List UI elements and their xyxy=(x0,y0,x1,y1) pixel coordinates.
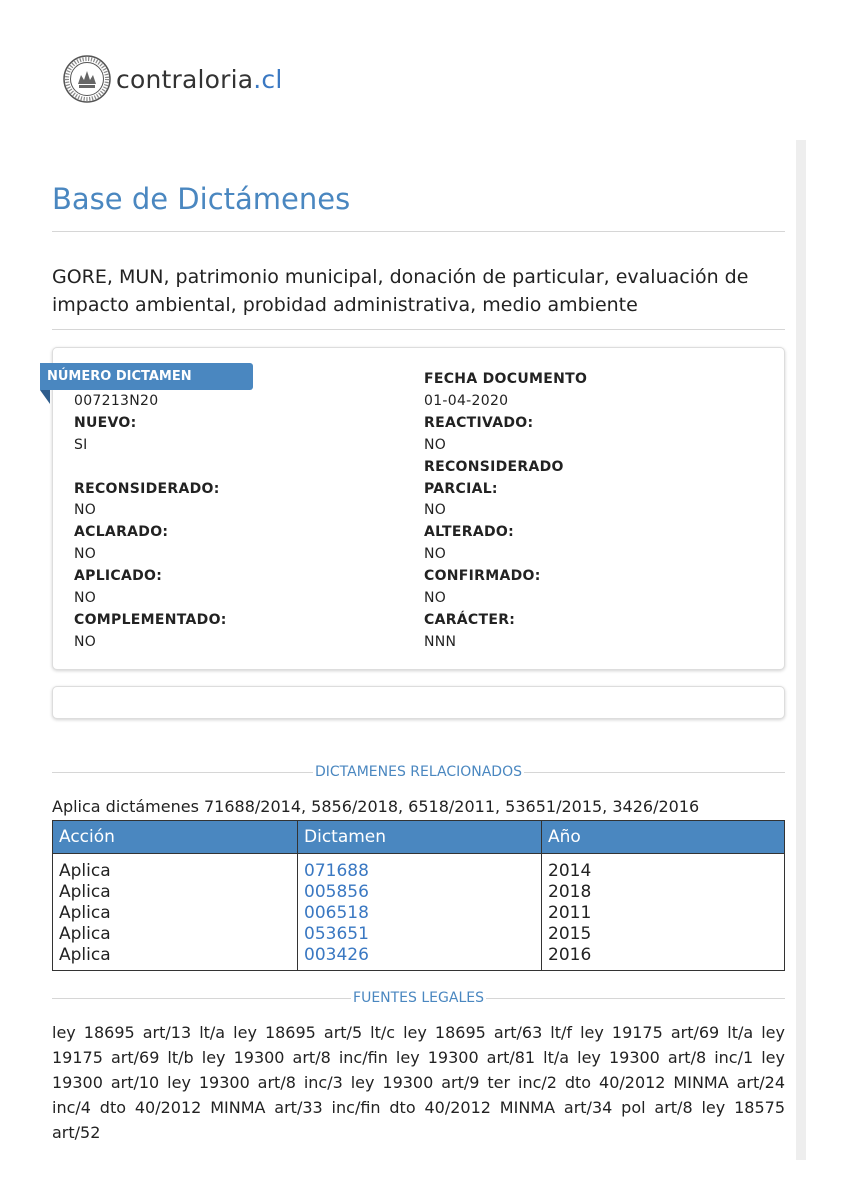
accion-cell xyxy=(53,854,298,971)
aplicado-label: APLICADO: xyxy=(74,568,163,584)
anio-cell xyxy=(542,854,785,971)
column-header-dictamen: Dictamen xyxy=(298,821,542,854)
nuevo-label: NUEVO: xyxy=(74,415,137,431)
fecha-documento-label: FECHA DOCUMENTO xyxy=(424,371,588,387)
reactivado-label: REACTIVADO: xyxy=(424,415,534,431)
anio-value: 2011 xyxy=(548,903,592,923)
confirmado-label: CONFIRMADO: xyxy=(424,568,541,584)
dictamen-link[interactable]: 053651 xyxy=(304,924,369,944)
dictamen-link[interactable]: 005856 xyxy=(304,882,369,902)
anio-value: 2014 xyxy=(548,861,592,881)
legal-sources-text: ley 18695 art/13 lt/a ley 18695 art/5 lt/c ley 18695 art/63 lt/f ley 19175 art/69 lt/a ley 19175 art/69 lt/b ley 19300 art/8 inc/fin ley 19300 art/81 lt/a ley 19300 art/8 inc/1 ley 19300 art/10 ley 19300 art/8 inc/3 ley 19300 art/9 ter inc/2 dto 40/2012 MINMA art/24 inc/4 dto 40/2012 MINMA art/33 inc/fin dto 40/2012 MINMA art/34 pol art/8 ley 18575 art/52 xyxy=(52,1023,785,1142)
reconsiderado-value: NO xyxy=(74,502,97,518)
page-title: Base de Dictámenes xyxy=(52,182,351,216)
anio-value: 2018 xyxy=(548,882,592,902)
aclarado-value: NO xyxy=(74,546,97,562)
accion-value: Aplica xyxy=(59,861,111,881)
legal-section-divider xyxy=(52,989,785,1007)
legal-heading: FUENTES LEGALES xyxy=(353,990,484,1006)
complementado-value: NO xyxy=(74,634,97,650)
related-table xyxy=(52,820,785,971)
confirmado-value: NO xyxy=(424,590,447,606)
reconsiderado-parcial-value: NO xyxy=(424,502,447,518)
dictamen-link[interactable]: 006518 xyxy=(304,903,369,923)
accion-value: Aplica xyxy=(59,903,111,923)
table-row xyxy=(53,854,785,971)
dictamen-subject: GORE, MUN, patrimonio municipal, donación de particular, evaluación de impacto ambiental, probidad administrativa, medio ambiente xyxy=(52,266,749,316)
subject-divider xyxy=(52,329,785,330)
contraloria-seal-icon xyxy=(62,54,112,104)
anio-value: 2016 xyxy=(548,945,592,965)
caracter-label: CARÁCTER: xyxy=(424,612,516,628)
accion-value: Aplica xyxy=(59,924,111,944)
nuevo-value: SI xyxy=(74,437,88,453)
reconsiderado-parcial-label-2: PARCIAL: xyxy=(424,481,498,497)
site-logo[interactable] xyxy=(62,54,283,104)
accion-value: Aplica xyxy=(59,882,111,902)
dictamen-link[interactable]: 071688 xyxy=(304,861,369,881)
empty-panel xyxy=(52,686,785,719)
reconsiderado-parcial-label: RECONSIDERADO xyxy=(424,459,564,475)
related-summary: Aplica dictámenes 71688/2014, 5856/2018, 6518/2011, 53651/2015, 3426/2016 xyxy=(52,797,700,816)
column-header-anio: Año xyxy=(542,821,785,854)
dictamen-cell xyxy=(298,854,542,971)
page-side-bar xyxy=(796,140,806,1160)
column-header-accion: Acción xyxy=(53,821,298,854)
anio-value: 2015 xyxy=(548,924,592,944)
numero-dictamen-value: 007213N20 xyxy=(74,393,159,409)
aclarado-label: ACLARADO: xyxy=(74,524,169,540)
fecha-documento-value: 01-04-2020 xyxy=(424,393,509,409)
reactivado-value: NO xyxy=(424,437,447,453)
aplicado-value: NO xyxy=(74,590,97,606)
related-heading: DICTAMENES RELACIONADOS xyxy=(315,764,522,780)
caracter-value: NNN xyxy=(424,634,457,650)
complementado-label: COMPLEMENTADO: xyxy=(74,612,227,628)
title-divider xyxy=(52,231,785,232)
numero-dictamen-ribbon: NÚMERO DICTAMEN xyxy=(40,363,253,390)
reconsiderado-label: RECONSIDERADO: xyxy=(74,481,220,497)
alterado-label: ALTERADO: xyxy=(424,524,514,540)
site-name: contraloria.cl xyxy=(116,64,283,94)
accion-value: Aplica xyxy=(59,945,111,965)
alterado-value: NO xyxy=(424,546,447,562)
ribbon-fold xyxy=(40,390,50,404)
dictamen-link[interactable]: 003426 xyxy=(304,945,369,965)
related-section-divider xyxy=(52,763,785,781)
